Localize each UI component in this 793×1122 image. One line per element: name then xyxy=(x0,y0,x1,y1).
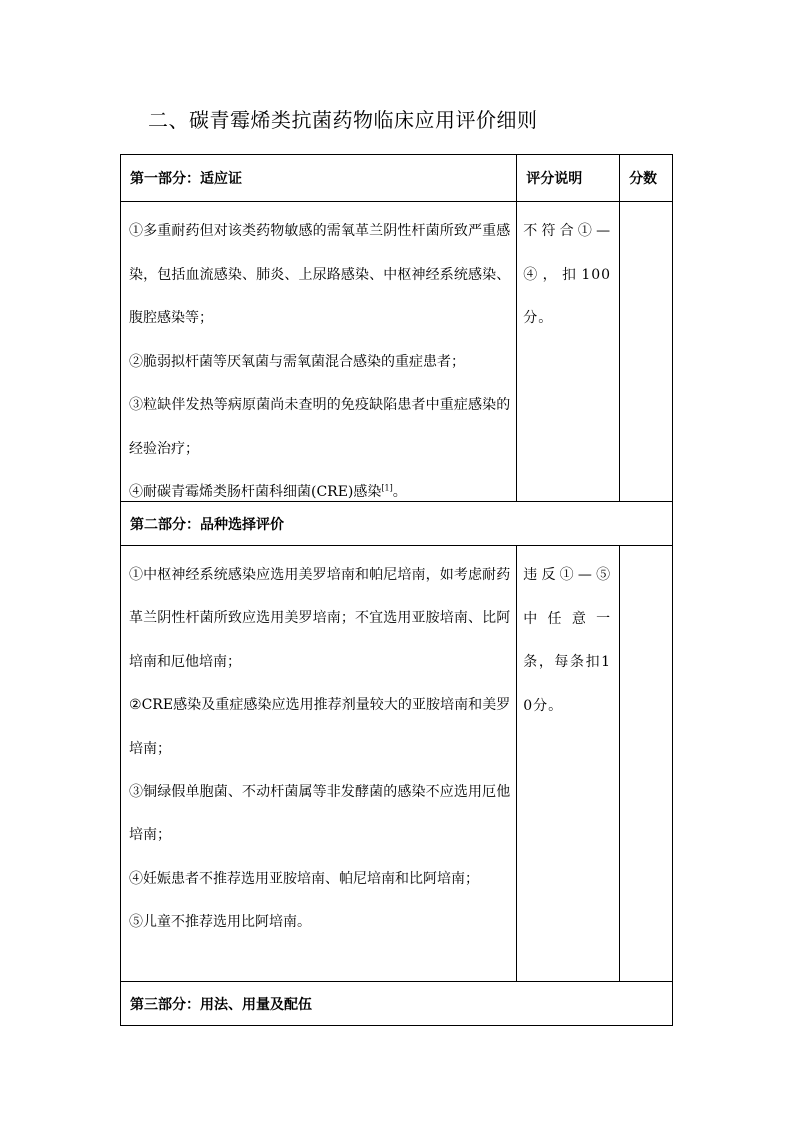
part2-heading-row xyxy=(120,502,673,546)
part2-score-cell[interactable] xyxy=(620,546,673,981)
part2-item-5: ⑤儿童不推荐选用比阿培南。 xyxy=(129,914,311,931)
part3-heading: 第三部分：用法、用量及配伍 xyxy=(121,982,673,1025)
part2-content-row xyxy=(120,546,673,982)
table-header-row xyxy=(120,155,673,202)
part3-heading-row xyxy=(120,982,673,1026)
part1-item-1: ①多重耐药但对该类药物敏感的需氧革兰阴性杆菌所致严重感染，包括血流感染、肺炎、上尿路感染、中枢神经系统感染、腹腔感染等； xyxy=(129,223,511,326)
part1-item-4-end: 。 xyxy=(392,484,407,500)
part1-item-3: ③粒缺伴发热等病原菌尚未查明的免疫缺陷患者中重症感染的经验治疗； xyxy=(129,397,511,457)
part1-item-4-text: ④耐碳青霉烯类肠杆菌科细菌(CRE)感染 xyxy=(129,484,382,500)
part2-criteria xyxy=(121,546,517,981)
header-score: 分数 xyxy=(620,155,673,201)
part1-item-2: ②脆弱拟杆菌等厌氧菌与需氧菌混合感染的重症患者； xyxy=(129,353,465,370)
part2-item-4: ④妊娠患者不推荐选用亚胺培南、帕尼培南和比阿培南； xyxy=(129,870,479,887)
evaluation-table xyxy=(120,154,673,1026)
part1-criteria xyxy=(121,202,517,501)
header-indication: 第一部分：适应证 xyxy=(121,155,517,201)
part1-score-cell[interactable] xyxy=(620,202,673,501)
part2-item-1: ①中枢神经系统感染应选用美罗培南和帕尼培南，如考虑耐药革兰阴性杆菌所致应选用美罗培南；不宜选用亚胺培南、比阿培南和厄他培南； xyxy=(129,567,511,670)
part2-item-2: ②CRE感染及重症感染应选用推荐剂量较大的亚胺培南和美罗培南； xyxy=(129,697,511,757)
part2-item-3: ③铜绿假单胞菌、不动杆菌属等非发酵菌的感染不应选用厄他培南； xyxy=(129,784,511,844)
page-title: 二、碳青霉烯类抗菌药物临床应用评价细则 xyxy=(148,108,538,132)
part2-scoring-note: 违反①—⑤中任意一条，每条扣10分。 xyxy=(517,546,620,981)
part1-scoring-note: 不符合①—④，扣100分。 xyxy=(517,202,620,501)
part2-heading: 第二部分：品种选择评价 xyxy=(121,502,673,545)
part1-content-row xyxy=(120,202,673,502)
citation-ref: [1] xyxy=(381,483,393,493)
header-scoring-notes: 评分说明 xyxy=(517,155,620,201)
